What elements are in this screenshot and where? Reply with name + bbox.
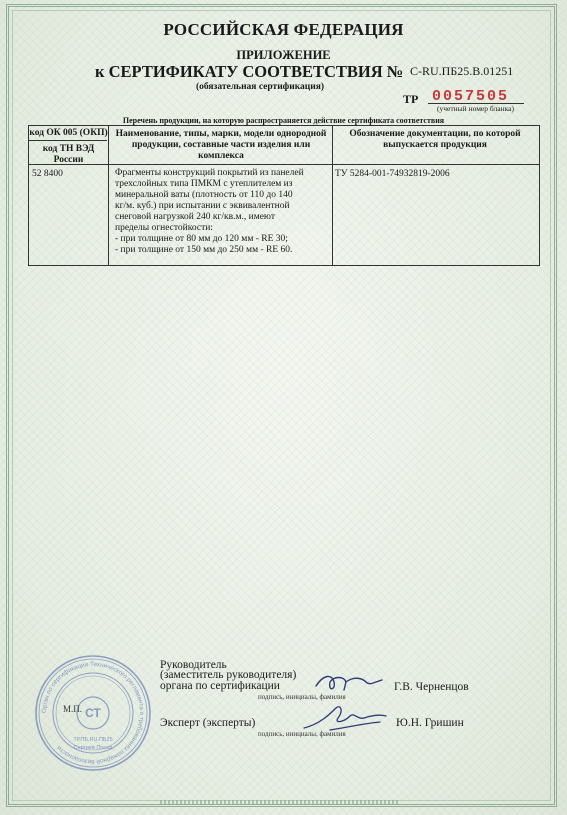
head-signature [310,668,390,698]
certificate-number: C-RU.ПБ25.В.01251 [410,64,514,78]
description-line: Фрагменты конструкций покрытий из панелей [115,168,304,178]
certification-type: (обязательная сертификация) [195,82,325,92]
description-line: снеговой нагрузкой 240 кг/кв.м., имеют [115,212,276,222]
country-title: РОССИЙСКАЯ ФЕДЕРАЦИЯ [163,20,404,39]
product-description [115,168,330,256]
col-header-okp: код ОК 005 (ОКП) [29,128,108,138]
stamp-center-text: СТ [85,706,101,720]
blank-number: 0057505 [432,88,510,105]
tp-label: ТР [403,92,419,106]
code-header-divider [29,140,107,141]
head-signature-caption: подпись, инициалы, фамилия [258,693,346,701]
stamp-ring-text: Орган по сертификации Технического регламента о требованиях пожарной безопасности [40,660,146,766]
expert-signature [300,700,390,736]
decorative-bottom-bar [160,800,400,805]
certification-stamp [33,653,153,773]
description-line: - при толщине от 150 мм до 250 мм - RE 60. [115,245,293,255]
col-header-document: Обозначение документации, по которой выпускается продукция [349,129,521,150]
expert-label: Эксперт (эксперты) [160,717,256,729]
head-name: Г.В. Черненцов [394,681,469,693]
product-list-heading: Перечень продукции, на которую распространяется действие сертификата соответствия [122,116,445,125]
stamp-code-text: ТРПБ.RU.ПБ25 [73,737,113,743]
product-code: 52 8400 [32,169,63,179]
stamp-mark: М.П. [63,704,83,714]
description-line: - при толщине от 80 мм до 120 мм - RE 30; [115,234,288,244]
product-table [28,125,540,266]
table-divider [332,126,333,265]
certificate-title: к СЕРТИФИКАТУ СООТВЕТСТВИЯ № [95,62,404,81]
expert-signature-caption: подпись, инициалы, фамилия [258,730,346,738]
product-document: ТУ 5284-001-74932819-2006 [335,169,450,179]
stamp-city-text: Сергиев Посад [73,745,113,751]
head-label: Руководитель [160,659,227,671]
head-label-deputy: (заместитель руководителя) [160,669,297,681]
description-line: трехслойных типа ПМКМ с утеплителем из [115,179,293,189]
description-line: кг/м. куб.) при испытании с эквивалентной [115,201,290,211]
col-header-tnved: код ТН ВЭД России [42,144,95,165]
col-header-product: Наименование, типы, марки, модели однородной продукции, составные части изделия или комплекса [115,129,327,161]
table-divider [108,126,109,265]
expert-name: Ю.Н. Гришин [396,717,464,729]
description-line: минеральной ваты (плотность от 110 до 140 [115,190,293,200]
description-line: пределы огнестойкости: [115,223,213,233]
appendix-title: ПРИЛОЖЕНИЕ [236,48,331,62]
head-label-body: органа по сертификации [160,680,280,692]
blank-number-caption: (учетный номер бланка) [437,104,514,113]
